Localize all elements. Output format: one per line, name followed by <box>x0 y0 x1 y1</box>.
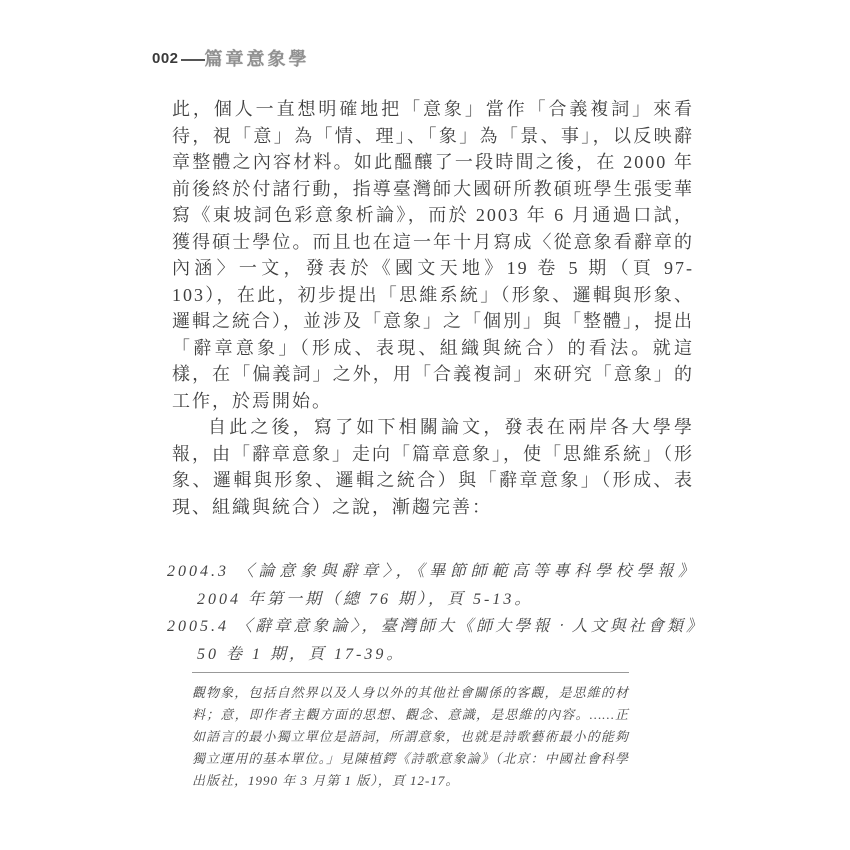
bibliography-entry: 2005.4 〈辭章意象論〉，臺灣師大《師大學報‧人文與社會類》50 卷 1 期，頁 17-39。 <box>167 618 697 663</box>
footnote-text: 觀物象，包括自然界以及人身以外的其他社會關係的客觀，是思維的材料；意，即作者主觀方面的思想、觀念、意識，是思維的內容。……正如語言的最小獨立單位是語詞，所謂意象，也就是詩歌藝術最小的能夠獨立運用的基本單位。」見陳植鍔《詩歌意象論》（北京：中國社會科學出版社，1990 年 3 月第 1 版），頁 12-17。 <box>192 685 629 788</box>
body-text-block <box>172 96 694 520</box>
bibliography-entry: 2004.3 〈論意象與辭章〉，《畢節師範高等專科學校學報》2004 年第一期（總 76 期），頁 5-13。 <box>167 563 697 608</box>
body-paragraph-continuation: 此，個人一直想明確地把「意象」當作「合義複詞」來看待，視「意」為「情、理」、「象」為「景、事」，以反映辭章整體之內容材料。如此醞釀了一段時間之後，在 2000 年前後終於付諸行動，指導臺灣師大國研所教碩班學生張雯華寫《東坡詞色彩意象析論》，而於 2003 年 6 月通過口試，獲得碩士學位。而且也在這一年十月寫成〈從意象看辭章的內涵〉一文，發表於《國文天地》19 卷 5 期（頁 97-103），在此，初步提出「思維系統」（形象、邏輯與形象、邏輯之統合），並涉及「意象」之「個別」與「整體」，提出「辭章意象」（形成、表現、組織與統合）的看法。就這樣，在「偏義詞」之外，用「合義複詞」來研究「意象」的工作，於焉開始。 <box>172 99 694 411</box>
footnote-block <box>192 672 629 792</box>
page-header <box>152 45 310 71</box>
page-number: 002 <box>152 49 179 67</box>
header-dash-rule <box>181 59 205 61</box>
body-paragraph-intro-to-list: 自此之後，寫了如下相關論文，發表在兩岸各大學學報，由「辭章意象」走向「篇章意象」，使「思維系統」（形象、邏輯與形象、邏輯之統合）與「辭章意象」（形成、表現、組織與統合）之說，漸趨完善： <box>172 417 694 517</box>
bibliography-list <box>167 558 697 668</box>
book-title: 篇章意象學 <box>204 49 310 69</box>
